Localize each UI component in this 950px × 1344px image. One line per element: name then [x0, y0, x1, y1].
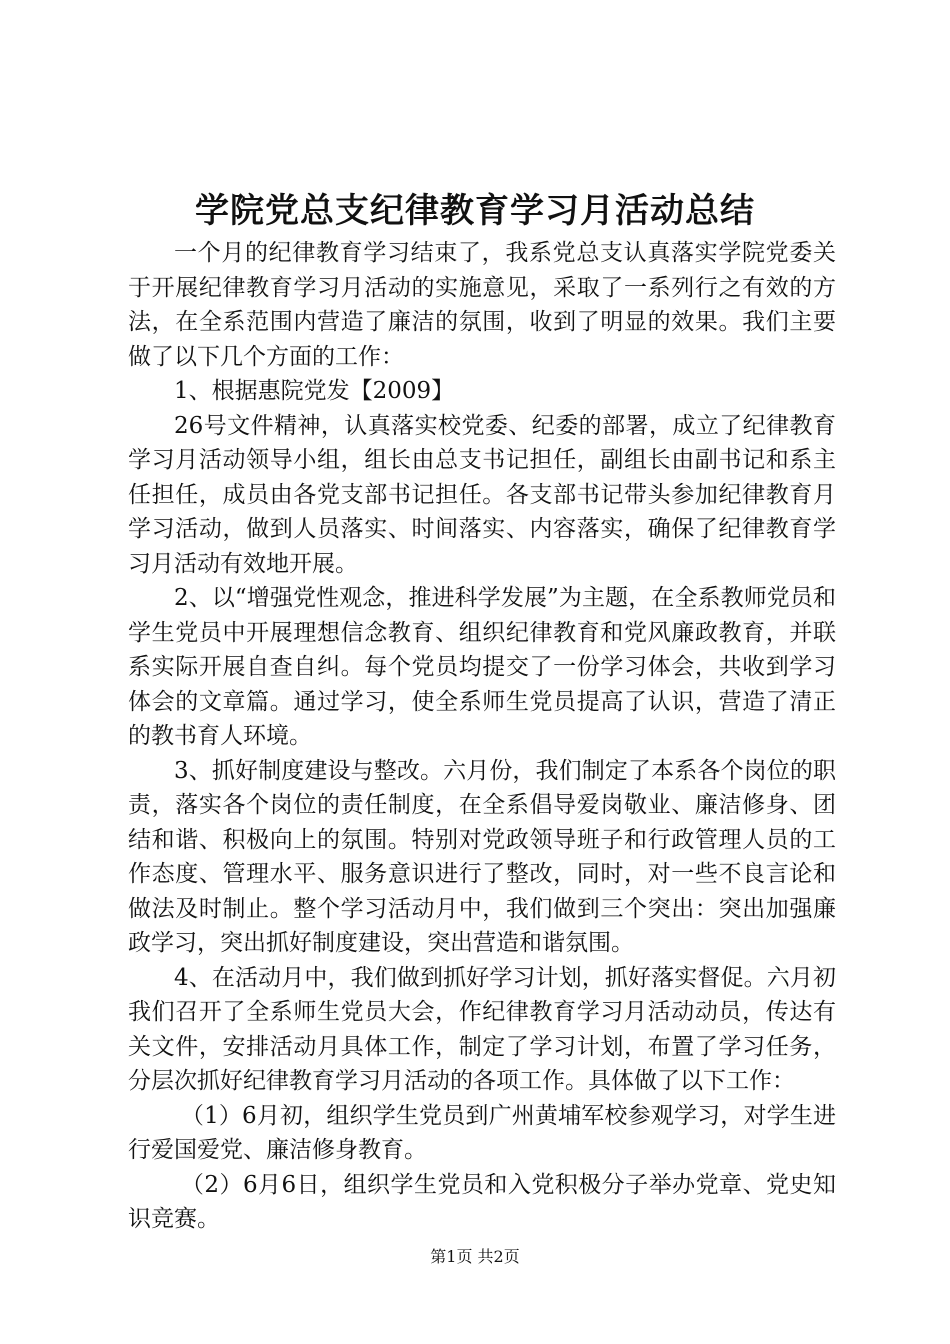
document-title: 学院党总支纪律教育学习月活动总结 [195, 191, 755, 231]
document-body [128, 236, 836, 1237]
sub-item-1-paragraph: （1）6月初，组织学生党员到广州黄埔军校参观学习，对学生进行爱国爱党、廉洁修身教育。 [128, 1102, 836, 1163]
item-3-paragraph: 3、抓好制度建设与整改。六月份，我们制定了本系各个岗位的职责，落实各个岗位的责任制度，在全系倡导爱岗敬业、廉洁修身、团结和谐、积极向上的氛围。特别对党政领导班子和行政管理人员的工作态度、管理水平、服务意识进行了整改，同时，对一些不良言论和做法及时制止。整个学习活动月中，我们做到三个突出：突出加强廉政学习，突出抓好制度建设，突出营造和谐氛围。 [128, 757, 836, 956]
item-1-paragraph: 26号文件精神，认真落实校党委、纪委的部署，成立了纪律教育学习月活动领导小组，组长由总支书记担任，副组长由副书记和系主任担任，成员由各党支部书记担任。各支部书记带头参加纪律教育月学习活动，做到人员落实、时间落实、内容落实，确保了纪律教育学习月活动有效地开展。 [128, 412, 836, 577]
item-4-paragraph: 4、在活动月中，我们做到抓好学习计划，抓好落实督促。六月初我们召开了全系师生党员大会，作纪律教育学习月活动动员，传达有关文件，安排活动月具体工作，制定了学习计划，布置了学习任务，分层次抓好纪律教育学习月活动的各项工作。具体做了以下工作： [128, 964, 836, 1094]
intro-paragraph: 一个月的纪律教育学习结束了，我系党总支认真落实学院党委关于开展纪律教育学习月活动的实施意见，采取了一系列行之有效的方法，在全系范围内营造了廉洁的氛围，收到了明显的效果。我们主要做了以下几个方面的工作： [128, 240, 836, 370]
item-1-heading: 1、根据惠院党发【2009】 [174, 378, 455, 404]
item-2-paragraph: 2、以“增强党性观念，推进科学发展”为主题，在全系教师党员和学生党员中开展理想信念教育、组织纪律教育和党风廉政教育，并联系实际开展自查自纠。每个党员均提交了一份学习体会，共收到学习体会的文章篇。通过学习，使全系师生党员提高了认识，营造了清正的教书育人环境。 [128, 585, 836, 749]
sub-item-2-paragraph: （2）6月6日，组织学生党员和入党积极分子举办党章、党史知识竞赛。 [128, 1171, 836, 1232]
page-footer: 第1页 共2页 [430, 1247, 520, 1266]
